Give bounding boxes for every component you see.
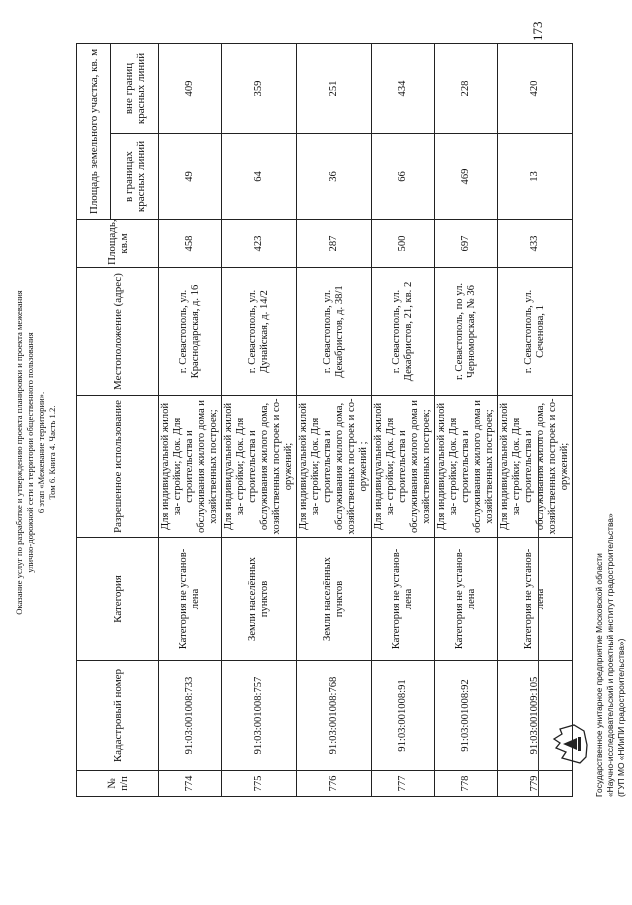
cell-use: Для индивидуальной жилой за- стройки; Док. Для строительства и обслуживания жилого дома, хозяйственных построек и со- оружений ; bbox=[297, 396, 372, 538]
cell-area: 433 bbox=[498, 220, 573, 268]
page-number: 173 bbox=[530, 21, 545, 41]
cell-inside: 36 bbox=[297, 134, 372, 220]
cell-outside: 420 bbox=[498, 43, 573, 133]
table-row bbox=[222, 43, 297, 796]
header-line-1: Оказание услуг по разработке и утверждению проекта планировки и проекта межевания bbox=[14, 290, 24, 615]
table-row bbox=[372, 43, 435, 796]
header-line-2: улично-дорожной сети и территории общественного пользования bbox=[25, 332, 35, 573]
cell-cadastral: 91:03:001008:92 bbox=[435, 661, 498, 771]
cell-outside: 228 bbox=[435, 43, 498, 133]
cell-inside: 13 bbox=[498, 134, 573, 220]
cell-num: 775 bbox=[222, 771, 297, 797]
cell-outside: 251 bbox=[297, 43, 372, 133]
cell-area: 458 bbox=[159, 220, 222, 268]
cell-location: г. Севастополь, по ул. Черноморская, № 36 bbox=[435, 268, 498, 396]
cell-cadastral: 91:03:001008:757 bbox=[222, 661, 297, 771]
header-category: Категория bbox=[77, 538, 159, 661]
cell-category: Категория не установ- лена bbox=[159, 538, 222, 661]
header-line-3: 6 этап «Межевание территории». bbox=[36, 391, 46, 514]
cell-location: г. Севастополь, ул. Сеченова, 1 bbox=[498, 268, 573, 396]
header-num: № п/п bbox=[77, 771, 159, 797]
cell-num: 774 bbox=[159, 771, 222, 797]
cell-cadastral: 91:03:001008:733 bbox=[159, 661, 222, 771]
header-cadastral: Кадастровый номер bbox=[77, 661, 159, 771]
cell-num: 779 bbox=[498, 771, 573, 797]
cell-area: 500 bbox=[372, 220, 435, 268]
header-use: Разрешенное использование bbox=[77, 396, 159, 538]
cell-num: 777 bbox=[372, 771, 435, 797]
cell-cadastral: 91:03:001008:768 bbox=[297, 661, 372, 771]
cell-area: 697 bbox=[435, 220, 498, 268]
cell-use: Для индивидуальной жилой за- стройки; Док. Для строительства и обслуживания жилого дома и хозяйственных построек; bbox=[159, 396, 222, 538]
cell-category: Категория не установ- лена bbox=[435, 538, 498, 661]
table-row bbox=[498, 43, 573, 796]
footer-divider bbox=[538, 437, 539, 797]
header-outside: вне границ красных линий bbox=[111, 43, 159, 133]
footer-line-3: (ГУП МО «НИиПИ градостроительства») bbox=[616, 638, 626, 797]
cell-category: Категория не установ- лена bbox=[498, 538, 573, 661]
cell-use: Для индивидуальной жилой за- стройки; Док. Для строительства и обслуживания жилого дома, хозяйственных построек и со- оружений; bbox=[222, 396, 297, 538]
cell-outside: 359 bbox=[222, 43, 297, 133]
cell-inside: 469 bbox=[435, 134, 498, 220]
header-inside: в границах красных линий bbox=[111, 134, 159, 220]
cell-use: Для индивидуальной жилой за- стройки; Док. Для строительства и обслуживания жилого дома и хозяйственных построек; bbox=[435, 396, 498, 538]
footer-line-2: «Научно-исследовательский и проектный институт градостроительства» bbox=[605, 513, 615, 797]
cell-cadastral: 91:03:001008:91 bbox=[372, 661, 435, 771]
cell-use: Для индивидуальной жилой за- стройки; Док. Для строительства и обслуживания жилого дома и хозяйственных построек; bbox=[372, 396, 435, 538]
cell-location: г. Севастополь, ул. Декабристов, 21, кв. 2 bbox=[372, 268, 435, 396]
table-row bbox=[159, 43, 222, 796]
header-line-4: Том 6. Книга 4. Часть 1.2. bbox=[47, 405, 57, 500]
cell-outside: 434 bbox=[372, 43, 435, 133]
footer-line-1: Государственное унитарное предприятие Московской области bbox=[594, 553, 604, 797]
header-area: Площадь, кв.м bbox=[77, 220, 159, 268]
cell-location: г. Севастополь, ул. Декабристов, д. 38/1 bbox=[297, 268, 372, 396]
cell-location: г. Севастополь, ул. Краснодарская, д. 16 bbox=[159, 268, 222, 396]
cell-category: Земли населённых пунктов bbox=[222, 538, 297, 661]
cell-category: Земли населённых пунктов bbox=[297, 538, 372, 661]
header-plot-area: Площадь земельного участка, кв. м bbox=[77, 43, 111, 219]
institute-emblem-icon bbox=[550, 721, 590, 767]
cell-area: 287 bbox=[297, 220, 372, 268]
cell-inside: 66 bbox=[372, 134, 435, 220]
cell-use: Для индивидуальной жилой за- стройки; Док. Для строительства и обслуживания жилого дома, хозяйственных построек и со- оружений; bbox=[498, 396, 573, 538]
cell-category: Категория не установ- лена bbox=[372, 538, 435, 661]
land-plots-table bbox=[76, 43, 573, 797]
cell-num: 778 bbox=[435, 771, 498, 797]
cell-cadastral: 91:03:001009:105 bbox=[498, 661, 573, 771]
cell-inside: 64 bbox=[222, 134, 297, 220]
table-row bbox=[297, 43, 372, 796]
header-location: Местоположение (адрес) bbox=[77, 268, 159, 396]
table-body bbox=[159, 43, 573, 796]
table-row bbox=[435, 43, 498, 796]
cell-inside: 49 bbox=[159, 134, 222, 220]
cell-num: 776 bbox=[297, 771, 372, 797]
cell-outside: 409 bbox=[159, 43, 222, 133]
cell-location: г. Севастополь, ул. Дунайская, д. 14/2 bbox=[222, 268, 297, 396]
cell-area: 423 bbox=[222, 220, 297, 268]
